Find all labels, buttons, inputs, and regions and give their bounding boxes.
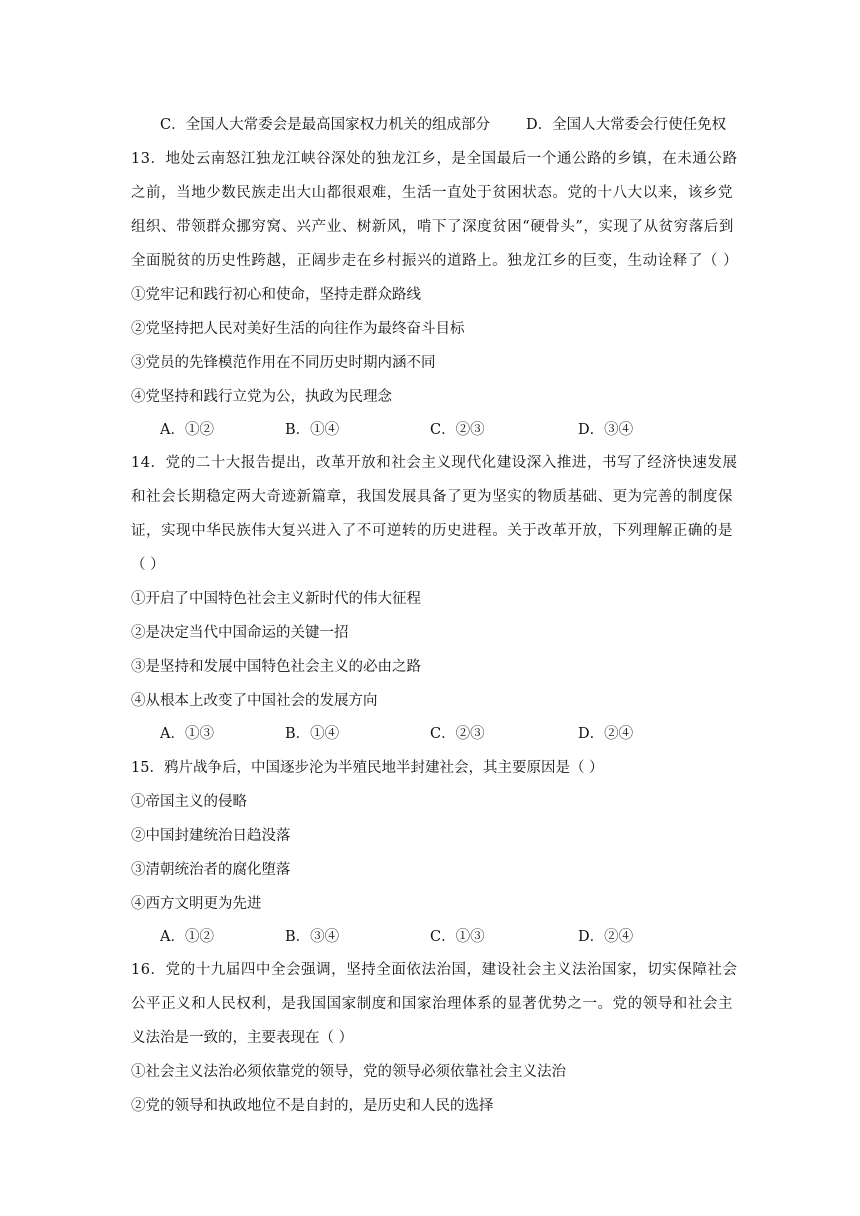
q14-stem-line: （ ） bbox=[131, 557, 165, 573]
prev-option-d: D．全国人大常委会行使任免权 bbox=[526, 117, 727, 133]
q15-item-1: ①帝国主义的侵略 bbox=[131, 794, 247, 810]
prev-question-options bbox=[160, 113, 727, 134]
q15-stem-line: 15．鸦片战争后，中国逐步沦为半殖民地半封建社会，其主要原因是（ ） bbox=[131, 760, 604, 776]
q14-option-c: C．②③ bbox=[430, 726, 485, 742]
q16-item-2: ②党的领导和执政地位不是自封的，是历史和人民的选择 bbox=[131, 1098, 494, 1114]
q13-stem-line: 组织、带领群众挪穷窝、兴产业、树新风，啃下了深度贫困“硬骨头”，实现了从贫穷落后到 bbox=[131, 219, 734, 235]
q15-option-a: A．①② bbox=[160, 929, 214, 945]
q14-stem-line: 和社会长期稳定两大奇迹新篇章，我国发展具备了更为坚实的物质基础、更为完善的制度保 bbox=[131, 489, 733, 505]
q13-item-1: ①党牢记和践行初心和使命，坚持走群众路线 bbox=[131, 287, 421, 303]
q16-item-1: ①社会主义法治必须依靠党的领导，党的领导必须依靠社会主义法治 bbox=[131, 1064, 566, 1080]
q14-option-a: A．①③ bbox=[160, 726, 214, 742]
q14-item-1: ①开启了中国特色社会主义新时代的伟大征程 bbox=[131, 591, 421, 607]
q15-item-2: ②中国封建统治日趋没落 bbox=[131, 828, 291, 844]
q14-stem-line: 证，实现中华民族伟大复兴进入了不可逆转的历史进程。关于改革开放，下列理解正确的是 bbox=[131, 523, 733, 539]
q13-stem-line: 之前，当地少数民族走出大山都很艰难，生活一直处于贫困状态。党的十八大以来，该乡党 bbox=[131, 185, 733, 201]
q16-stem-line: 16．党的十九届四中全会强调，坚持全面依法治国，建设社会主义法治国家，切实保障社会 bbox=[131, 962, 738, 978]
q13-option-a: A．①② bbox=[160, 422, 214, 438]
q13-item-4: ④党坚持和践行立党为公，执政为民理念 bbox=[131, 389, 392, 405]
q15-option-d: D．②④ bbox=[578, 929, 634, 945]
q13-option-b: B．①④ bbox=[285, 422, 340, 438]
q15-item-3: ③清朝统治者的腐化堕落 bbox=[131, 862, 291, 878]
q15-item-4: ④西方文明更为先进 bbox=[131, 896, 262, 912]
q15-options bbox=[160, 925, 760, 945]
q14-stem-line: 14．党的二十大报告提出，改革开放和社会主义现代化建设深入推进，书写了经济快速发展 bbox=[131, 455, 738, 471]
q13-stem-line: 全面脱贫的历史性跨越，正阔步走在乡村振兴的道路上。独龙江乡的巨变，生动诠释了（ ） bbox=[131, 253, 739, 269]
q16-stem-line: 义法治是一致的，主要表现在（ ） bbox=[131, 1030, 354, 1046]
q15-option-c: C．①③ bbox=[430, 929, 485, 945]
q15-option-b: B．③④ bbox=[285, 929, 340, 945]
q14-item-2: ②是决定当代中国命运的关键一招 bbox=[131, 625, 349, 641]
q13-options bbox=[160, 418, 760, 438]
q13-option-d: D．③④ bbox=[578, 422, 634, 438]
q13-item-3: ③党员的先锋模范作用在不同历史时期内涵不同 bbox=[131, 355, 436, 371]
q14-option-d: D．②④ bbox=[578, 726, 634, 742]
q14-item-3: ③是坚持和发展中国特色社会主义的必由之路 bbox=[131, 659, 421, 675]
q16-stem-line: 公平正义和人民权利，是我国国家制度和国家治理体系的显著优势之一。党的领导和社会主 bbox=[131, 996, 733, 1012]
prev-option-c: C．全国人大常委会是最高国家权力机关的组成部分 bbox=[160, 117, 491, 133]
q14-item-4: ④从根本上改变了中国社会的发展方向 bbox=[131, 693, 378, 709]
q13-stem-line: 13．地处云南怒江独龙江峡谷深处的独龙江乡，是全国最后一个通公路的乡镇，在未通公路 bbox=[131, 151, 738, 167]
q13-option-c: C．②③ bbox=[430, 422, 485, 438]
q14-options bbox=[160, 722, 760, 742]
q14-option-b: B．①④ bbox=[285, 726, 340, 742]
q13-item-2: ②党坚持把人民对美好生活的向往作为最终奋斗目标 bbox=[131, 321, 465, 337]
